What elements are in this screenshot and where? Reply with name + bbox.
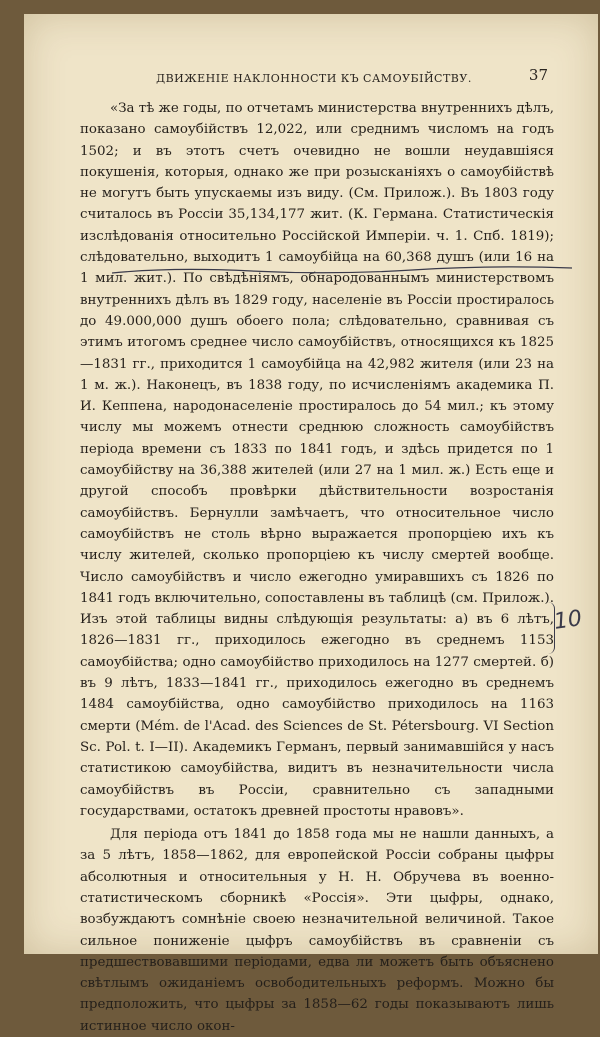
paragraph-quote: «За тѣ же годы, по отчетамъ министерства внутреннихъ дѣлъ, показано самоубійствъ 12,022, или среднимъ числомъ на годъ 1502; и въ этотъ счетъ очевидно не вошли неудавшіяся покушенія, которыя, однако же при розысканіяхъ о самоубійствѣ не могутъ быть упускаемы изъ виду. (См. Прилож.). Въ 1803 году считалось въ Россіи 35,134,177 жит. (К. Германа. Статистическія изслѣдованія относительно Россійской Имперіи. ч. 1. Спб. 1819); слѣдовательно, выходитъ 1 самоубійца на 60,368 душъ (или 16 на 1 мил. жит.). По свѣдѣніямъ, обнародованнымъ министерствомъ внутреннихъ дѣлъ въ 1829 году, населеніе въ Россіи простиралось до 49.000,000 душъ обоего пола; слѣдовательно, сравнивая съ этимъ итогомъ среднее число самоубійствъ, относящихся къ 1825—1831 гг., приходится 1 самоубійца на 42,982 жителя (или 23 на 1 м. ж.). Наконецъ, въ 1838 году, по исчисленіямъ академика П. И. Кеппена, народонаселеніе простиралось до 54 мил.; къ этому числу мы можемъ отнести среднюю сложность самоубійствъ періода времени съ 1833 по 1841 годъ, и здѣсь придется по 1 самоубійству на 36,388 жителей (или 27 на 1 мил. ж.) Есть еще и другой способъ провѣрки дѣйствительности возростанія самоубійствъ. Бернулли замѣчаетъ, что относительное число самоубійствъ не столь вѣрно выражается пропорціею ихъ къ числу жителей, сколько пропорціею къ числу смертей вообще. Число самоубійствъ и число ежегодно умиравшихъ съ 1826 по 1841 годъ включительно, сопоставлены въ таблицѣ (см. Прилож.). Изъ этой таблицы видны слѣдующія результаты: а) въ 6 лѣтъ, 1826—1831 гг., приходилось ежегодно въ среднемъ 1153 самоубійства; одно самоубійство приходилось на 1277 смертей. б) въ 9 лѣтъ, 1833—1841 гг., приходилось ежегодно въ среднемъ 1484 самоубійства, одно самоубійство приходилось на 1163 смерти (Mém. de l'Acad. des Sciences de St. Pétersbourg. VI Section Sc. Pol. t. I—II). Академикъ Германъ, первый занимавшійся у насъ статистикою самоубійства, видитъ въ незначительности числа самоубійствъ въ Россіи, сравнительно съ западными государствами, остатокъ древней простоты нравовъ». xyxy=(80,101,554,819)
page-header xyxy=(80,66,548,86)
book-page xyxy=(24,14,598,1034)
paragraph-period: Для періода отъ 1841 до 1858 года мы не нашли данныхъ, а за 5 лѣтъ, 1858—1862, для европейской Россіи собраны цыфры абсолютныя и относительныя у Н. Н. Обручева въ военно-статистическомъ сборникѣ «Россія». Эти цыфры, однако, возбуждаютъ сомнѣніе своею незначительной величиной. Такое сильное пониженіе цыфръ самоубійствъ въ сравненіи съ предшествовавшими періодами, едва ли можетъ быть объяснено свѣтлымъ ожиданіемъ освободительныхъ реформъ. Можно бы предположить, что цыфры за 1858—62 годы показываютъ лишь истинное число окон- xyxy=(80,827,554,1034)
running-head: ДВИЖЕНІЕ НАКЛОННОСТИ КЪ САМОУБІЙСТВУ. xyxy=(156,72,472,85)
page-number: 37 xyxy=(528,66,548,84)
page-body xyxy=(80,98,554,1037)
margin-note: 10 xyxy=(552,606,584,635)
pencil-underline-mark xyxy=(112,265,572,277)
